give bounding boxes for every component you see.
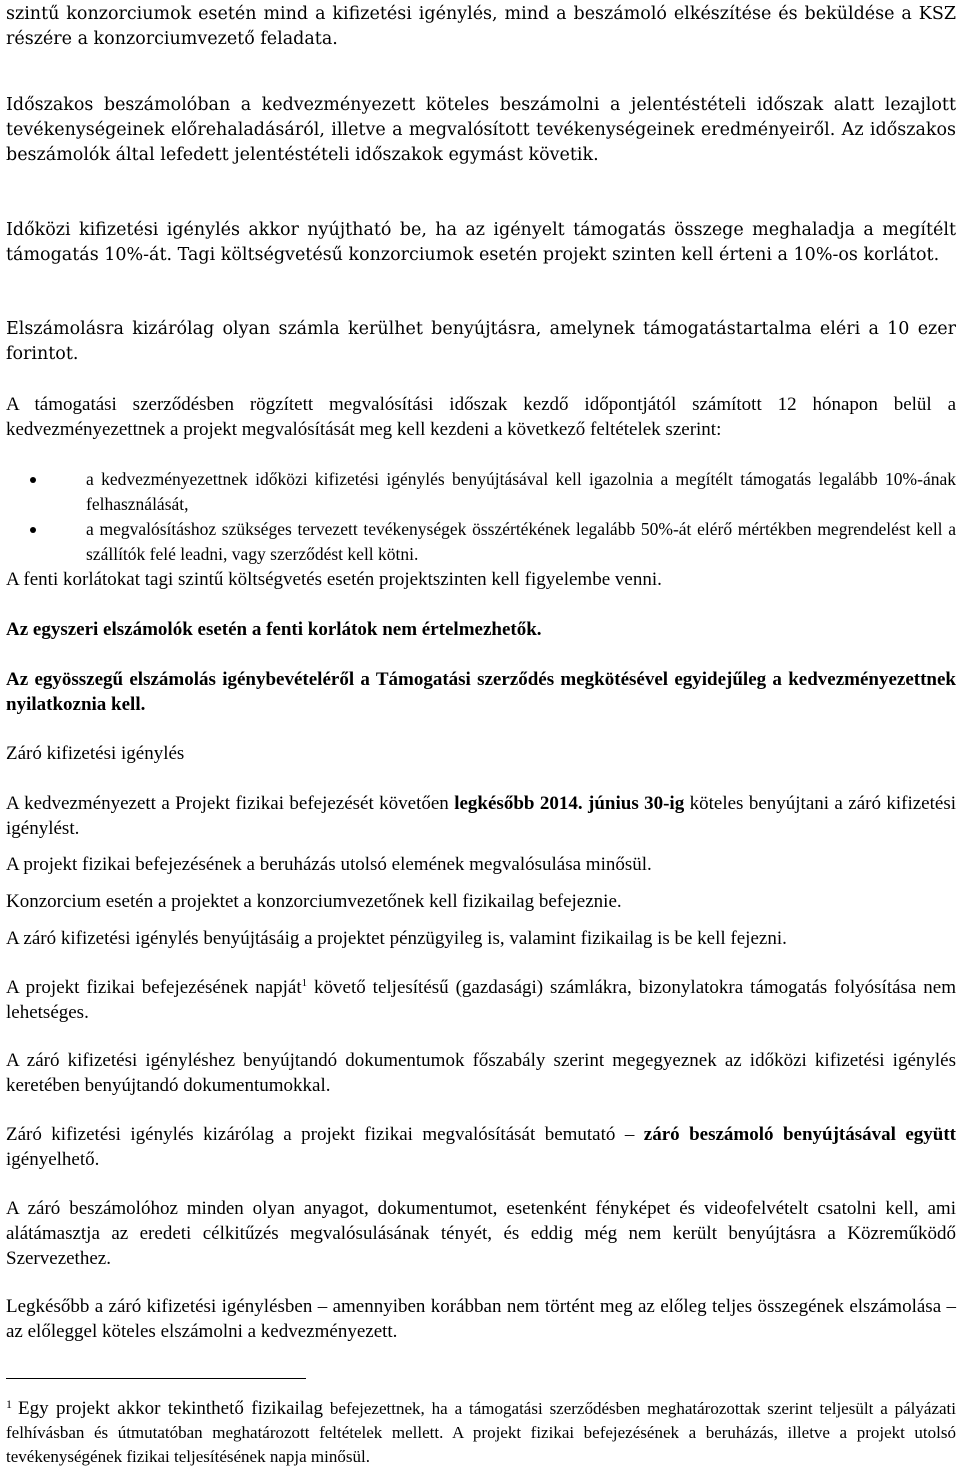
text: igényelhető. [6, 1149, 100, 1170]
bullet-icon [30, 477, 36, 483]
paragraph-periodic-report: Időszakos beszámolóban a kedvezményezett köteles beszámolni a jelentéstételi időszak alatt lezajlott tevékenységeinek előrehaladásáról, illetve a megvalósított tevékenységeinek eredményeiről. Az időszakos beszámolók által lefedett jelentéstételi időszakok egymást követik. [6, 95, 956, 165]
list-item [6, 517, 956, 567]
text: köteles benyújtani a záró kifizetési igénylést. [6, 793, 956, 839]
paragraph-invoice-restriction [6, 975, 956, 1025]
text: A kedvezményezett a Projekt fizikai befejezését követően [6, 793, 455, 814]
text: Záró kifizetési igénylés kizárólag a projekt fizikai megvalósítását bemutató – [6, 1124, 644, 1145]
paragraph-final-documents: A záró kifizetési igényléshez benyújtandó dokumentumok főszabály szerint megegyeznek az időközi kifizetési igénylés keretében benyújtandó dokumentumokkal. [6, 1050, 956, 1096]
footnote-reference[interactable]: 1 [301, 977, 308, 989]
bullet-icon [30, 527, 36, 533]
paragraph-financial-completion: A záró kifizetési igénylés benyújtásáig a projektet pénzügyileg is, valamint fizikailag is be kell fejezni. [6, 928, 787, 949]
text: követő teljesítésű (gazdasági) számlákra, bizonylatokra támogatás folyósítása nem lehetséges. [6, 977, 956, 1023]
paragraph-interim-payment: Időközi kifizetési igénylés akkor nyújtható be, ha az igényelt támogatás összege meghaladja a megítélt támogatás 10%-át. Tagi költségvetésű konzorciumok esetén projekt szinten kell érteni a 10%-os korlátot. [6, 220, 956, 265]
paragraph-final-deadline [6, 791, 956, 841]
paragraph-invoice-threshold: Elszámolásra kizárólag olyan számla kerülhet benyújtásra, amelynek támogatástartalma eléri a 10 ezer forintot. [6, 319, 956, 364]
list-item-text: a kedvezményezettnek időközi kifizetési igénylés benyújtásával kell igazolnia a megítélt támogatás legalább 10%-ának felhasználását, [86, 469, 956, 514]
paragraph-single-settlement: Az egyszeri elszámolók esetén a fenti korlátok nem értelmezhetők. [6, 619, 542, 640]
footnote-text: befejezettnek, ha a támogatási szerződésben meghatározottak szerint teljesült a pályázati felhívásban és útmutatóban meghatározott feltételek mellett. A projekt fizikai befejezésének a beruházás, illetve a projekt utolsó tevékenységének fizikai teljesítésének napja minősül. [6, 1399, 956, 1466]
paragraph-final-report [6, 1122, 956, 1172]
text: A projekt fizikai befejezésének napját [6, 977, 302, 998]
list-item-text: a megvalósításhoz szükséges tervezett tevékenységek összértékének legalább 50%-át elérő mértékben megrendelést kell a szállítók felé leadni, vagy szerződést kell kötni. [86, 519, 956, 564]
footnote-lead: Egy projekt akkor tekinthető fizikailag [18, 1398, 323, 1419]
section-heading: Záró kifizetési igénylés [6, 743, 185, 764]
paragraph-member-budget: A fenti korlátokat tagi szintű költségvetés esetén projektszinten kell figyelembe venni. [6, 569, 662, 590]
list-item [6, 467, 956, 517]
paragraph-attachments: A záró beszámolóhoz minden olyan anyagot, dokumentumot, esetenként fényképet és videofelvételt csatolni kell, ami alátámasztja az eredeti célkitűzés megvalósulásának tényét, és eddig még nem került benyújtásra a Közreműködő Szervezethez. [6, 1198, 956, 1269]
conditions-list [6, 467, 956, 567]
paragraph-consortium-tasks: szintű konzorciumok esetén mind a kifizetési igénylés, mind a beszámoló elkészítése és beküldése a KSZ részére a konzorciumvezető feladata. [6, 4, 956, 49]
footnote-separator [6, 1378, 306, 1379]
deadline-emphasis: legkésőbb 2014. június 30-ig [454, 793, 685, 814]
paragraph-consortium-completion: Konzorcium esetén a projektet a konzorciumvezetőnek kell fizikailag befejeznie. [6, 891, 622, 912]
paragraph-lump-sum: Az egyösszegű elszámolás igénybevételéről a Támogatási szerződés megkötésével egyidejűleg a kedvezményezettnek nyilatkoznia kell. [6, 669, 956, 715]
footnote-number: 1 [6, 1397, 12, 1411]
footnote [6, 1392, 956, 1469]
paragraph-physical-completion: A projekt fizikai befejezésének a beruházás utolsó elemének megvalósulása minősül. [6, 854, 652, 875]
paragraph-implementation-start: A támogatási szerződésben rögzített megvalósítási időszak kezdő időpontjától számított 12 hónapon belül a kedvezményezettnek a projekt megvalósítását meg kell kezdeni a következő feltételek szerint: [6, 394, 956, 440]
paragraph-advance-settlement: Legkésőbb a záró kifizetési igénylésben – amennyiben korábban nem történt meg az előleg teljes összegének elszámolása – az előleggel köteles elszámolni a kedvezményezett. [6, 1296, 956, 1342]
final-report-emphasis: záró beszámoló benyújtásával együtt [643, 1124, 956, 1145]
